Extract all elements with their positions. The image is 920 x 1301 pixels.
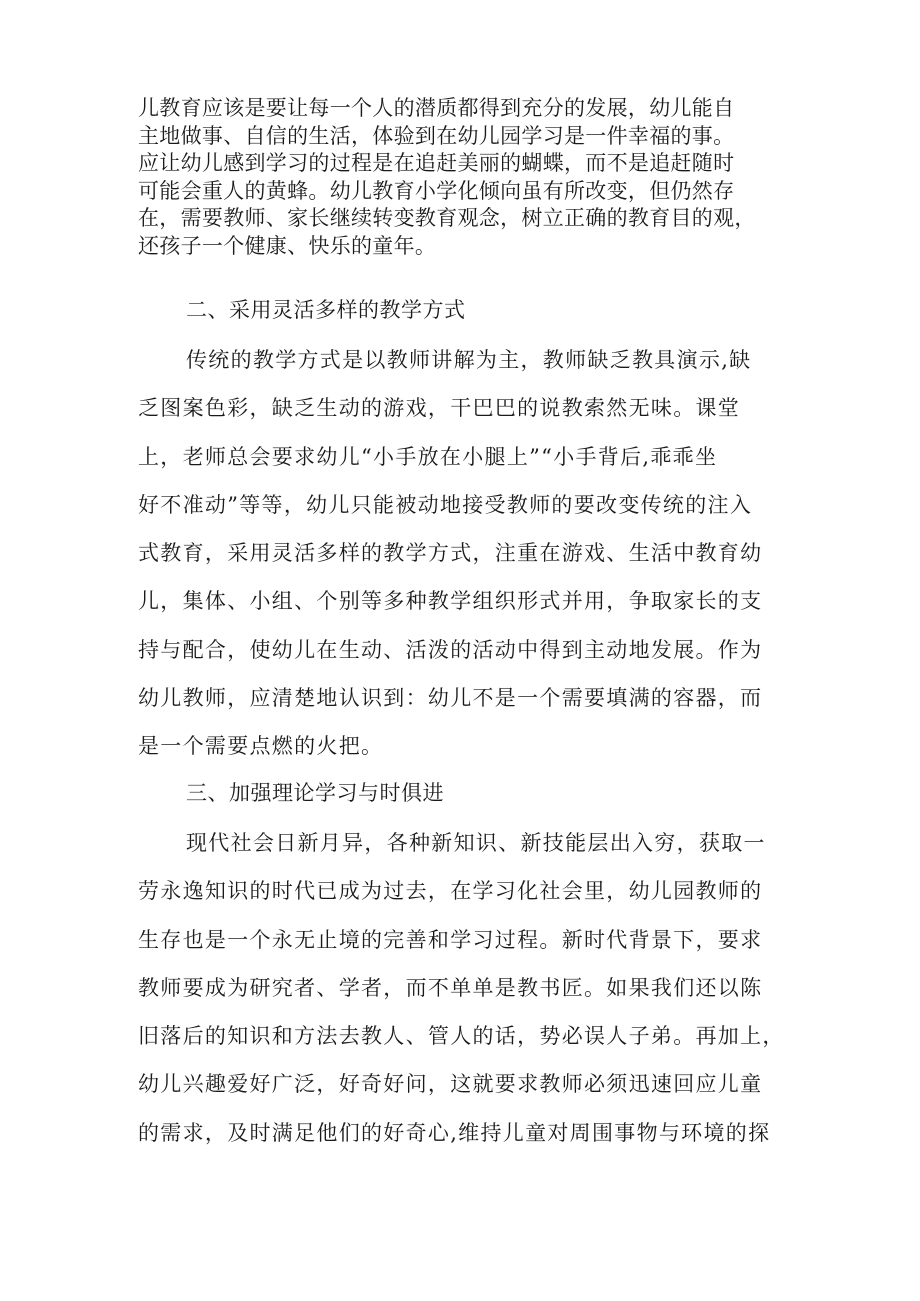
paragraph-3-line: 的需求，及时满足他们的好奇心,维持儿童对周围事物与环境的探 xyxy=(138,1120,771,1145)
paragraph-2-line: 乏图案色彩，缺乏生动的游戏，干巴巴的说教索然无味。课堂 xyxy=(138,396,741,421)
paragraph-2-line: 好不准动”等等，幼儿只能被动地接受教师的要改变传统的注入 xyxy=(138,492,753,517)
paragraph-2-line: 持与配合，使幼儿在生动、活泼的活动中得到主动地发展。作为 xyxy=(138,637,763,662)
paragraph-3-line: 现代社会日新月异，各种新知识、新技能层出入穷，获取一 xyxy=(186,831,766,855)
paragraph-1-line: 应让幼儿感到学习的过程是在追赶美丽的蝴蝶，而不是追赶随时 xyxy=(138,151,735,175)
paragraph-1-line: 还孩子一个健康、快乐的童年。 xyxy=(138,233,437,258)
paragraph-1-line: 可能会重人的黄蜂。幼儿教育小学化倾向虽有所改变，但仍然存 xyxy=(138,178,735,203)
paragraph-2-line: 传统的教学方式是以教师讲解为主，教师缺乏教具演示,缺 xyxy=(186,348,752,372)
paragraph-3-line: 劳永逸知识的时代已成为过去，在学习化社会里，幼儿园教师的 xyxy=(138,879,763,904)
paragraph-3-line: 幼儿兴趣爱好广泛，好奇好问，这就要求教师必须迅速回应儿童 xyxy=(138,1072,763,1097)
paragraph-3-line: 生存也是一个永无止境的完善和学习过程。新时代背景下，要求 xyxy=(138,927,763,952)
paragraph-2-line: 幼儿教师，应清楚地认识到：幼儿不是一个需要填满的容器，而 xyxy=(138,686,763,711)
paragraph-2 xyxy=(138,336,810,771)
paragraph-1-line: 主地做事、自信的生活，体验到在幼儿园学习是一件幸福的事。 xyxy=(138,123,735,148)
paragraph-2-line: 上，老师总会要求幼儿“小手放在小腿上”“小手背后,乖乖坐 xyxy=(138,444,718,469)
paragraph-2-line: 是一个需要点燃的火把。 xyxy=(138,734,384,759)
section-heading-3: 三、加强理论学习与时俱进 xyxy=(186,781,444,805)
paragraph-1-line: 儿教育应该是要让每一个人的潜质都得到充分的发展，幼儿能自 xyxy=(138,96,735,120)
paragraph-3 xyxy=(138,819,810,1157)
paragraph-3-line: 旧落后的知识和方法去教人、管人的话，势必误人子弟。再加上， xyxy=(138,1024,785,1049)
paragraph-1 xyxy=(138,95,810,260)
paragraph-1-line: 在，需要教师、家长继续转变教育观念，树立正确的教育目的观， xyxy=(138,206,756,230)
paragraph-3-line: 教师要成为研究者、学者，而不单单是教书匠。如果我们还以陈 xyxy=(138,975,763,1000)
paragraph-2-line: 式教育，采用灵活多样的教学方式，注重在游戏、生活中教育幼 xyxy=(138,541,763,566)
paragraph-2-line: 儿，集体、小组、个别等多种教学组织形式并用，争取家长的支 xyxy=(138,589,763,614)
section-heading-2: 二、采用灵活多样的教学方式 xyxy=(186,298,466,322)
